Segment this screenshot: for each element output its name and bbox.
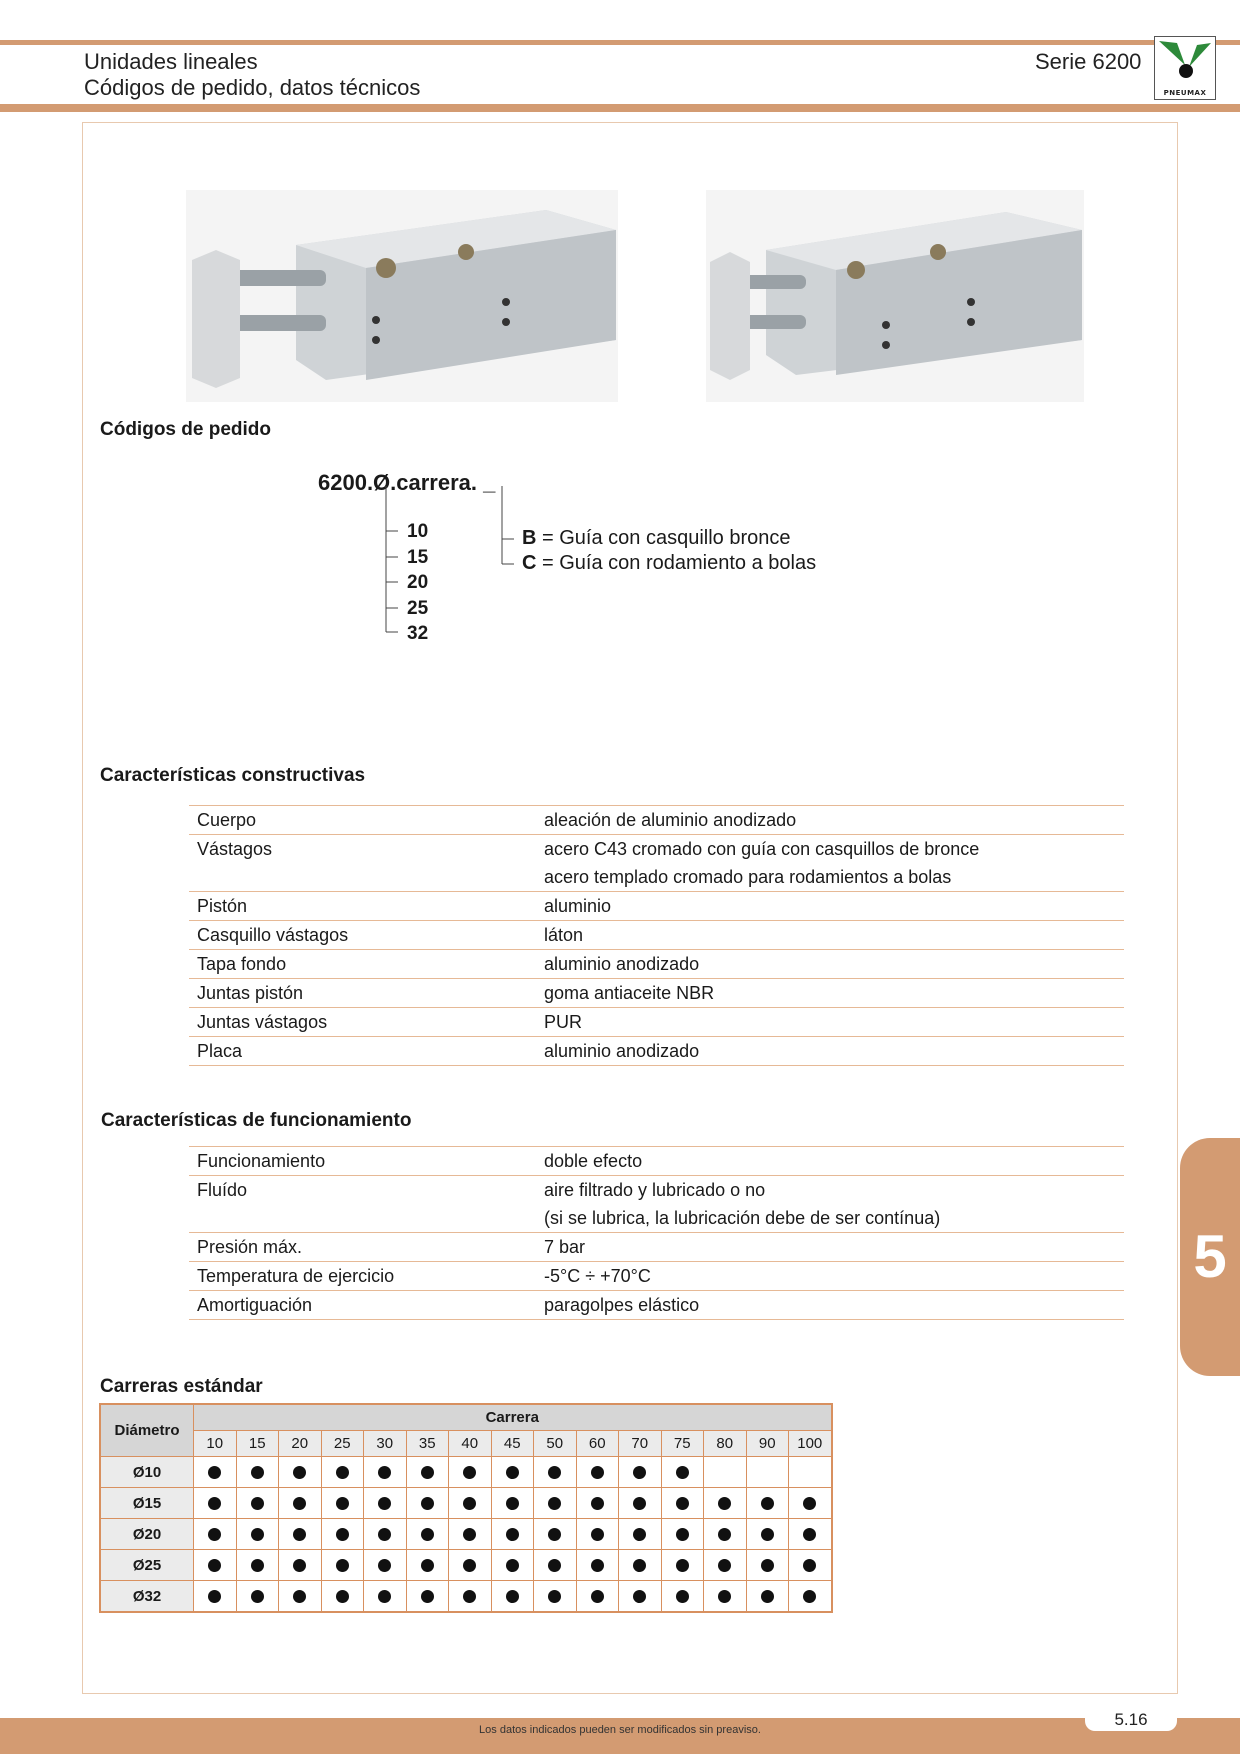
stroke-cell [534, 1550, 577, 1581]
stroke-cell [661, 1488, 704, 1519]
stroke-value-header: 45 [491, 1431, 534, 1457]
spec-value: acero C43 cromado con guía con casquillos de bronce [544, 838, 980, 859]
stroke-cell [321, 1550, 364, 1581]
stroke-cell [491, 1519, 534, 1550]
stroke-cell [704, 1488, 747, 1519]
stroke-cell [661, 1581, 704, 1613]
available-dot-icon [378, 1559, 391, 1572]
guide-text: = Guía con casquillo bronce [542, 527, 791, 549]
stroke-value-header: 35 [406, 1431, 449, 1457]
available-dot-icon [591, 1466, 604, 1479]
table-row [189, 979, 1124, 1008]
stroke-cell [406, 1519, 449, 1550]
spec-label: Fluído [197, 1179, 248, 1200]
available-dot-icon [293, 1590, 306, 1603]
stroke-cell [746, 1519, 789, 1550]
stroke-cell [406, 1488, 449, 1519]
available-dot-icon [463, 1559, 476, 1572]
spec-label [189, 863, 536, 892]
table-row [189, 1008, 1124, 1037]
available-dot-icon [421, 1559, 434, 1572]
spec-value: goma antiaceite NBR [536, 979, 1124, 1008]
stroke-cell [534, 1519, 577, 1550]
table-row [189, 892, 1124, 921]
available-dot-icon [463, 1590, 476, 1603]
stroke-value-header: 20 [279, 1431, 322, 1457]
stroke-cell [236, 1581, 279, 1613]
stroke-value-header: 15 [236, 1431, 279, 1457]
stroke-cell [279, 1488, 322, 1519]
company-logo [1154, 36, 1216, 100]
stroke-cell [321, 1581, 364, 1613]
diameter-label: Ø32 [100, 1581, 194, 1613]
strokes-table [99, 1403, 833, 1613]
available-dot-icon [251, 1497, 264, 1510]
header-top-rule [0, 40, 1240, 45]
diameter-label: Ø10 [100, 1457, 194, 1488]
chapter-tab [1180, 1138, 1240, 1376]
available-dot-icon [251, 1466, 264, 1479]
available-dot-icon [208, 1466, 221, 1479]
available-dot-icon [591, 1559, 604, 1572]
guide-option-c [522, 551, 816, 576]
series-label: Serie 6200 [1035, 49, 1142, 74]
stroke-cell [321, 1519, 364, 1550]
available-dot-icon [718, 1528, 731, 1541]
guide-letter: C [522, 552, 537, 574]
spec-value: (si se lubrica, la lubricación debe de ser contínua) [536, 1204, 1124, 1233]
spec-label: Temperatura de ejercicio [189, 1262, 536, 1291]
spec-label: Juntas pistón [189, 979, 536, 1008]
spec-value: aluminio anodizado [536, 1037, 1124, 1066]
stroke-cell [491, 1457, 534, 1488]
diameter-options [407, 519, 428, 647]
stroke-cell [789, 1488, 832, 1519]
stroke-cell [746, 1457, 789, 1488]
stroke-value-header: 30 [364, 1431, 407, 1457]
stroke-cell [789, 1519, 832, 1550]
stroke-cell [619, 1550, 662, 1581]
spec-value: doble efecto [536, 1147, 1124, 1176]
construction-table [189, 805, 1124, 1066]
available-dot-icon [506, 1559, 519, 1572]
available-dot-icon [336, 1590, 349, 1603]
diameter-option: 32 [407, 623, 429, 644]
available-dot-icon [336, 1528, 349, 1541]
available-dot-icon [676, 1466, 689, 1479]
stroke-cell [661, 1519, 704, 1550]
available-dot-icon [378, 1466, 391, 1479]
stroke-cell [746, 1550, 789, 1581]
product-photo-bronze-guide [186, 190, 618, 402]
stroke-cell [194, 1550, 237, 1581]
spec-label: Amortiguación [189, 1291, 536, 1320]
available-dot-icon [761, 1528, 774, 1541]
available-dot-icon [548, 1590, 561, 1603]
spec-value: PUR [536, 1008, 1124, 1037]
page-number: 5.16 [1085, 1709, 1177, 1731]
available-dot-icon [208, 1590, 221, 1603]
stroke-cell [236, 1457, 279, 1488]
stroke-cell [491, 1581, 534, 1613]
stroke-value-header: 50 [534, 1431, 577, 1457]
table-row [189, 1147, 1124, 1176]
available-dot-icon [293, 1466, 306, 1479]
available-dot-icon [803, 1497, 816, 1510]
stroke-cell [321, 1488, 364, 1519]
operation-table [189, 1146, 1124, 1320]
stroke-cell [364, 1581, 407, 1613]
header-title-line2: Códigos de pedido, datos técnicos [84, 75, 421, 100]
stroke-cell [789, 1457, 832, 1488]
spec-value: aluminio [536, 892, 1124, 921]
stroke-cell [534, 1457, 577, 1488]
stroke-cell [789, 1581, 832, 1613]
available-dot-icon [336, 1559, 349, 1572]
spec-label: Placa [189, 1037, 536, 1066]
available-dot-icon [548, 1528, 561, 1541]
order-code: 6200.Ø.carrera. _ [318, 470, 496, 495]
available-dot-icon [591, 1528, 604, 1541]
stroke-value-header: 10 [194, 1431, 237, 1457]
available-dot-icon [421, 1466, 434, 1479]
available-dot-icon [803, 1528, 816, 1541]
available-dot-icon [378, 1497, 391, 1510]
spec-label: Presión máx. [189, 1233, 536, 1262]
header-title-line1: Unidades lineales [84, 49, 258, 74]
available-dot-icon [633, 1590, 646, 1603]
available-dot-icon [421, 1528, 434, 1541]
stroke-cell [619, 1457, 662, 1488]
stroke-cell [449, 1488, 492, 1519]
table-row [100, 1550, 832, 1581]
header-bottom-rule [0, 104, 1240, 112]
available-dot-icon [293, 1559, 306, 1572]
col-header-diameter: Diámetro [100, 1404, 194, 1457]
table-row [100, 1519, 832, 1550]
stroke-value-header: 25 [321, 1431, 364, 1457]
available-dot-icon [548, 1466, 561, 1479]
stroke-value-header: 75 [661, 1431, 704, 1457]
stroke-cell [236, 1488, 279, 1519]
available-dot-icon [421, 1497, 434, 1510]
spec-value: aluminio anodizado [536, 950, 1124, 979]
stroke-cell [661, 1550, 704, 1581]
table-row [189, 1204, 1124, 1233]
available-dot-icon [761, 1559, 774, 1572]
available-dot-icon [676, 1528, 689, 1541]
stroke-cell [704, 1550, 747, 1581]
stroke-cell [279, 1581, 322, 1613]
spec-value: -5°C ÷ +70°C [536, 1262, 1124, 1291]
spec-value: 7 bar [536, 1233, 1124, 1262]
stroke-cell [364, 1488, 407, 1519]
stroke-cell [194, 1519, 237, 1550]
stroke-value-header: 80 [704, 1431, 747, 1457]
logo-text: PNEUMAX [1163, 89, 1207, 97]
available-dot-icon [421, 1590, 434, 1603]
stroke-cell [406, 1457, 449, 1488]
available-dot-icon [251, 1528, 264, 1541]
stroke-cell [236, 1519, 279, 1550]
available-dot-icon [208, 1497, 221, 1510]
spec-label: Tapa fondo [189, 950, 536, 979]
construction-heading: Características constructivas [100, 765, 366, 786]
table-row [189, 1037, 1124, 1066]
logo-mark-icon [1155, 37, 1215, 87]
diameter-label: Ø15 [100, 1488, 194, 1519]
table-row [189, 950, 1124, 979]
stroke-cell [576, 1550, 619, 1581]
table-row [100, 1488, 832, 1519]
stroke-cell [576, 1581, 619, 1613]
spec-label: Pistón [189, 892, 536, 921]
spec-label: Casquillo vástagos [189, 921, 536, 950]
available-dot-icon [676, 1590, 689, 1603]
spec-label: Cuerpo [189, 806, 536, 835]
available-dot-icon [251, 1559, 264, 1572]
available-dot-icon [548, 1497, 561, 1510]
available-dot-icon [378, 1528, 391, 1541]
stroke-cell [661, 1457, 704, 1488]
spec-value: acero templado cromado para rodamientos a bolas [536, 863, 1124, 892]
available-dot-icon [463, 1497, 476, 1510]
table-row [189, 1291, 1124, 1320]
table-header-row [100, 1404, 832, 1431]
stroke-cell [576, 1488, 619, 1519]
order-code-tree-lines [380, 486, 530, 636]
table-row [189, 1176, 1124, 1205]
table-row [189, 863, 1124, 892]
table-row [189, 835, 1124, 864]
stroke-cell [194, 1457, 237, 1488]
stroke-cell [449, 1550, 492, 1581]
diameter-label: Ø20 [100, 1519, 194, 1550]
stroke-value-header: 40 [449, 1431, 492, 1457]
available-dot-icon [208, 1559, 221, 1572]
spec-value: aleación de aluminio anodizado [536, 806, 1124, 835]
stroke-cell [619, 1488, 662, 1519]
diameter-label: Ø25 [100, 1550, 194, 1581]
stroke-cell [236, 1550, 279, 1581]
available-dot-icon [676, 1559, 689, 1572]
stroke-cell [449, 1581, 492, 1613]
stroke-cell [619, 1519, 662, 1550]
stroke-cell [491, 1550, 534, 1581]
diameter-option: 10 [407, 521, 429, 542]
spec-value: láton [536, 921, 1124, 950]
available-dot-icon [378, 1590, 391, 1603]
col-header-stroke: Carrera [194, 1404, 832, 1431]
available-dot-icon [633, 1497, 646, 1510]
spec-label: Funcionamiento [189, 1147, 536, 1176]
spec-label: Juntas vástagos [189, 1008, 536, 1037]
available-dot-icon [336, 1466, 349, 1479]
available-dot-icon [633, 1559, 646, 1572]
stroke-cell [406, 1581, 449, 1613]
available-dot-icon [463, 1528, 476, 1541]
stroke-cell [364, 1519, 407, 1550]
table-row [100, 1581, 832, 1613]
ordering-heading: Códigos de pedido [100, 419, 271, 440]
stroke-cell [279, 1457, 322, 1488]
stroke-cell [279, 1550, 322, 1581]
available-dot-icon [506, 1528, 519, 1541]
table-row [189, 1262, 1124, 1291]
stroke-cell [746, 1581, 789, 1613]
available-dot-icon [718, 1559, 731, 1572]
available-dot-icon [506, 1590, 519, 1603]
available-dot-icon [803, 1559, 816, 1572]
stroke-cell [491, 1488, 534, 1519]
spec-label: Vástagos [197, 838, 273, 859]
stroke-cell [704, 1581, 747, 1613]
chapter-number: 5 [1193, 1223, 1227, 1290]
stroke-value-header: 90 [746, 1431, 789, 1457]
available-dot-icon [251, 1590, 264, 1603]
stroke-cell [534, 1581, 577, 1613]
available-dot-icon [293, 1497, 306, 1510]
stroke-cell [746, 1488, 789, 1519]
stroke-cell [279, 1519, 322, 1550]
available-dot-icon [761, 1497, 774, 1510]
stroke-value-header: 70 [619, 1431, 662, 1457]
available-dot-icon [718, 1590, 731, 1603]
guide-letter: B [522, 527, 537, 549]
available-dot-icon [463, 1466, 476, 1479]
stroke-cell [194, 1488, 237, 1519]
available-dot-icon [506, 1497, 519, 1510]
stroke-cell [194, 1581, 237, 1613]
strokes-heading: Carreras estándar [100, 1376, 263, 1397]
stroke-cell [449, 1519, 492, 1550]
stroke-cell [789, 1550, 832, 1581]
available-dot-icon [718, 1497, 731, 1510]
guide-text: = Guía con rodamiento a bolas [542, 552, 817, 574]
spec-value: aire filtrado y lubricado o no [544, 1179, 766, 1200]
product-photo-ball-bearing-guide [706, 190, 1084, 402]
available-dot-icon [336, 1497, 349, 1510]
table-row [189, 806, 1124, 835]
guide-options [522, 526, 816, 576]
table-header-row [100, 1431, 832, 1457]
stroke-value-header: 100 [789, 1431, 832, 1457]
stroke-cell [704, 1457, 747, 1488]
diameter-option: 15 [407, 546, 429, 568]
diameter-option: 20 [407, 572, 429, 593]
available-dot-icon [506, 1466, 519, 1479]
stroke-value-header: 60 [576, 1431, 619, 1457]
stroke-cell [321, 1457, 364, 1488]
operation-heading: Características de funcionamiento [101, 1110, 412, 1131]
stroke-cell [406, 1550, 449, 1581]
footer-note: Los datos indicados pueden ser modificados sin preaviso. [479, 1724, 761, 1736]
stroke-cell [576, 1457, 619, 1488]
available-dot-icon [803, 1590, 816, 1603]
available-dot-icon [676, 1497, 689, 1510]
available-dot-icon [293, 1528, 306, 1541]
stroke-cell [364, 1550, 407, 1581]
available-dot-icon [208, 1528, 221, 1541]
available-dot-icon [633, 1466, 646, 1479]
table-row [100, 1457, 832, 1488]
available-dot-icon [591, 1497, 604, 1510]
spec-label [189, 1204, 536, 1233]
stroke-cell [619, 1581, 662, 1613]
stroke-cell [534, 1488, 577, 1519]
stroke-cell [364, 1457, 407, 1488]
available-dot-icon [591, 1590, 604, 1603]
table-row [189, 921, 1124, 950]
diameter-option: 25 [407, 597, 429, 619]
available-dot-icon [548, 1559, 561, 1572]
stroke-cell [449, 1457, 492, 1488]
available-dot-icon [761, 1590, 774, 1603]
guide-option-b [522, 526, 816, 551]
available-dot-icon [633, 1528, 646, 1541]
stroke-cell [576, 1519, 619, 1550]
spec-value: paragolpes elástico [536, 1291, 1124, 1320]
table-row [189, 1233, 1124, 1262]
stroke-cell [704, 1519, 747, 1550]
